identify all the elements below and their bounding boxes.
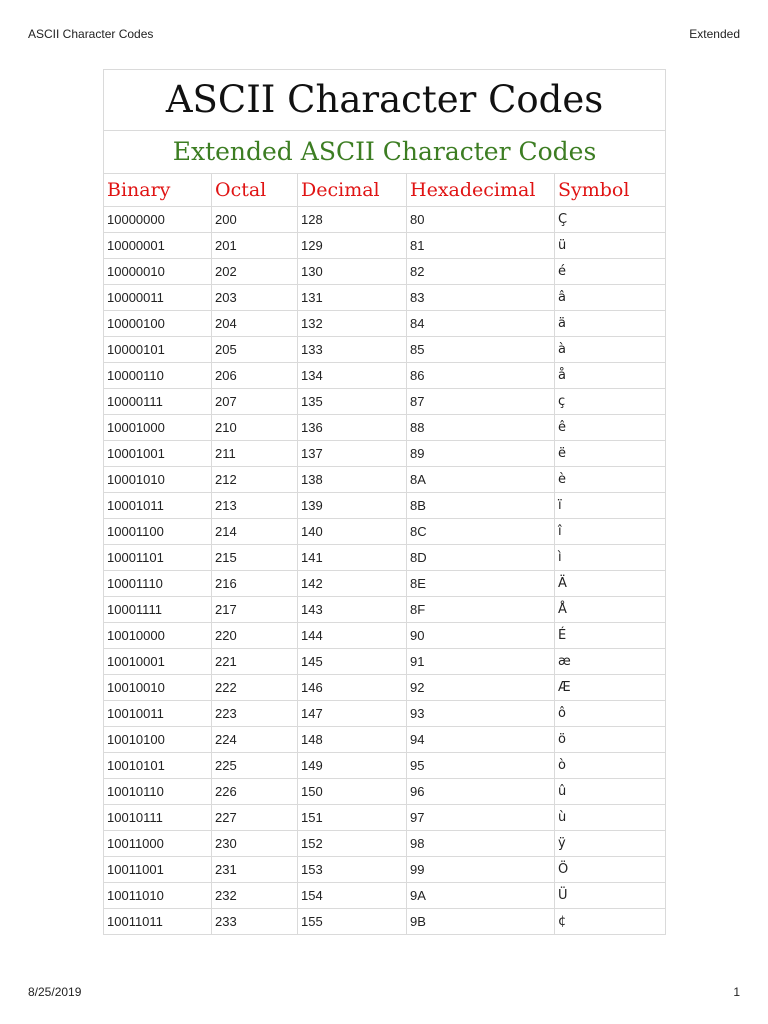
table-row [104, 727, 666, 753]
cell-binary: 10001010 [104, 467, 212, 493]
cell-decimal: 135 [298, 389, 407, 415]
cell-octal: 217 [212, 597, 298, 623]
cell-decimal: 151 [298, 805, 407, 831]
cell-hexadecimal: 91 [407, 649, 555, 675]
cell-binary: 10000101 [104, 337, 212, 363]
cell-binary: 10010111 [104, 805, 212, 831]
cell-decimal: 142 [298, 571, 407, 597]
cell-symbol: ê [555, 415, 666, 441]
table-row [104, 753, 666, 779]
cell-binary: 10001000 [104, 415, 212, 441]
cell-octal: 200 [212, 207, 298, 233]
cell-symbol: Å [555, 597, 666, 623]
table-row [104, 389, 666, 415]
column-header-row [104, 174, 666, 207]
cell-symbol: û [555, 779, 666, 805]
print-footer [28, 985, 740, 999]
table-row [104, 779, 666, 805]
table-row [104, 259, 666, 285]
table-row [104, 649, 666, 675]
cell-symbol: Ä [555, 571, 666, 597]
cell-symbol: æ [555, 649, 666, 675]
cell-hexadecimal: 94 [407, 727, 555, 753]
cell-octal: 227 [212, 805, 298, 831]
cell-decimal: 146 [298, 675, 407, 701]
table-row [104, 337, 666, 363]
cell-octal: 204 [212, 311, 298, 337]
cell-symbol: É [555, 623, 666, 649]
cell-octal: 213 [212, 493, 298, 519]
cell-hexadecimal: 83 [407, 285, 555, 311]
cell-octal: 221 [212, 649, 298, 675]
cell-symbol: Ü [555, 883, 666, 909]
sheet-title: ASCII Character Codes [104, 70, 666, 131]
cell-decimal: 137 [298, 441, 407, 467]
cell-hexadecimal: 98 [407, 831, 555, 857]
cell-binary: 10000001 [104, 233, 212, 259]
cell-hexadecimal: 9B [407, 909, 555, 935]
cell-hexadecimal: 84 [407, 311, 555, 337]
table-row [104, 311, 666, 337]
cell-hexadecimal: 8D [407, 545, 555, 571]
table-row [104, 363, 666, 389]
cell-octal: 225 [212, 753, 298, 779]
cell-decimal: 128 [298, 207, 407, 233]
cell-binary: 10010001 [104, 649, 212, 675]
cell-symbol: ë [555, 441, 666, 467]
table-row [104, 857, 666, 883]
table-row [104, 831, 666, 857]
cell-decimal: 154 [298, 883, 407, 909]
column-header-decimal: Decimal [298, 174, 407, 207]
ascii-table [103, 69, 666, 935]
cell-symbol: à [555, 337, 666, 363]
cell-octal: 203 [212, 285, 298, 311]
table-row [104, 701, 666, 727]
cell-octal: 223 [212, 701, 298, 727]
cell-symbol: â [555, 285, 666, 311]
cell-binary: 10011011 [104, 909, 212, 935]
cell-octal: 212 [212, 467, 298, 493]
cell-decimal: 131 [298, 285, 407, 311]
table-row [104, 909, 666, 935]
cell-hexadecimal: 81 [407, 233, 555, 259]
sheet-subtitle: Extended ASCII Character Codes [104, 131, 666, 174]
table-row [104, 285, 666, 311]
cell-octal: 233 [212, 909, 298, 935]
cell-binary: 10011000 [104, 831, 212, 857]
cell-hexadecimal: 8A [407, 467, 555, 493]
cell-symbol: è [555, 467, 666, 493]
cell-symbol: ä [555, 311, 666, 337]
page-number: 1 [733, 985, 740, 999]
column-header-hexadecimal: Hexadecimal [407, 174, 555, 207]
cell-octal: 222 [212, 675, 298, 701]
table-row [104, 623, 666, 649]
cell-decimal: 143 [298, 597, 407, 623]
cell-octal: 206 [212, 363, 298, 389]
cell-symbol: å [555, 363, 666, 389]
column-header-binary: Binary [104, 174, 212, 207]
cell-hexadecimal: 87 [407, 389, 555, 415]
cell-binary: 10000011 [104, 285, 212, 311]
table-row [104, 545, 666, 571]
cell-binary: 10010010 [104, 675, 212, 701]
cell-octal: 215 [212, 545, 298, 571]
cell-decimal: 152 [298, 831, 407, 857]
cell-symbol: ô [555, 701, 666, 727]
cell-binary: 10001110 [104, 571, 212, 597]
cell-octal: 231 [212, 857, 298, 883]
cell-decimal: 155 [298, 909, 407, 935]
column-header-octal: Octal [212, 174, 298, 207]
cell-hexadecimal: 8C [407, 519, 555, 545]
cell-symbol: é [555, 259, 666, 285]
cell-binary: 10000111 [104, 389, 212, 415]
title-row [104, 70, 666, 131]
table-row [104, 441, 666, 467]
table-row [104, 519, 666, 545]
cell-hexadecimal: 97 [407, 805, 555, 831]
cell-symbol: ì [555, 545, 666, 571]
table-row [104, 805, 666, 831]
print-date: 8/25/2019 [28, 985, 82, 999]
cell-symbol: ¢ [555, 909, 666, 935]
cell-binary: 10011010 [104, 883, 212, 909]
cell-symbol: ç [555, 389, 666, 415]
table-row [104, 883, 666, 909]
cell-hexadecimal: 9A [407, 883, 555, 909]
cell-hexadecimal: 86 [407, 363, 555, 389]
cell-binary: 10001111 [104, 597, 212, 623]
cell-hexadecimal: 99 [407, 857, 555, 883]
table-row [104, 415, 666, 441]
cell-octal: 220 [212, 623, 298, 649]
cell-binary: 10000010 [104, 259, 212, 285]
table-row [104, 467, 666, 493]
cell-hexadecimal: 90 [407, 623, 555, 649]
cell-binary: 10000100 [104, 311, 212, 337]
cell-octal: 224 [212, 727, 298, 753]
table-row [104, 233, 666, 259]
cell-decimal: 130 [298, 259, 407, 285]
cell-octal: 202 [212, 259, 298, 285]
cell-decimal: 134 [298, 363, 407, 389]
cell-binary: 10000000 [104, 207, 212, 233]
cell-hexadecimal: 8E [407, 571, 555, 597]
cell-hexadecimal: 85 [407, 337, 555, 363]
cell-octal: 230 [212, 831, 298, 857]
cell-decimal: 153 [298, 857, 407, 883]
column-header-symbol: Symbol [555, 174, 666, 207]
cell-decimal: 129 [298, 233, 407, 259]
cell-binary: 10001011 [104, 493, 212, 519]
cell-decimal: 138 [298, 467, 407, 493]
cell-octal: 214 [212, 519, 298, 545]
subtitle-row [104, 131, 666, 174]
cell-binary: 10010100 [104, 727, 212, 753]
cell-binary: 10001001 [104, 441, 212, 467]
cell-hexadecimal: 95 [407, 753, 555, 779]
cell-symbol: Ö [555, 857, 666, 883]
cell-binary: 10010000 [104, 623, 212, 649]
cell-binary: 10010101 [104, 753, 212, 779]
cell-symbol: ï [555, 493, 666, 519]
cell-hexadecimal: 92 [407, 675, 555, 701]
cell-octal: 211 [212, 441, 298, 467]
cell-binary: 10011001 [104, 857, 212, 883]
print-header-title: ASCII Character Codes [28, 27, 154, 41]
cell-symbol: Æ [555, 675, 666, 701]
table-row [104, 493, 666, 519]
cell-decimal: 147 [298, 701, 407, 727]
cell-decimal: 145 [298, 649, 407, 675]
cell-hexadecimal: 88 [407, 415, 555, 441]
cell-decimal: 140 [298, 519, 407, 545]
cell-hexadecimal: 89 [407, 441, 555, 467]
table-row [104, 571, 666, 597]
cell-binary: 10001101 [104, 545, 212, 571]
cell-octal: 210 [212, 415, 298, 441]
cell-symbol: ö [555, 727, 666, 753]
cell-octal: 205 [212, 337, 298, 363]
cell-octal: 232 [212, 883, 298, 909]
cell-symbol: ü [555, 233, 666, 259]
cell-binary: 10001100 [104, 519, 212, 545]
cell-binary: 10000110 [104, 363, 212, 389]
cell-decimal: 148 [298, 727, 407, 753]
cell-hexadecimal: 8F [407, 597, 555, 623]
cell-hexadecimal: 93 [407, 701, 555, 727]
cell-octal: 207 [212, 389, 298, 415]
print-header [28, 27, 740, 41]
cell-binary: 10010011 [104, 701, 212, 727]
cell-symbol: ÿ [555, 831, 666, 857]
cell-decimal: 149 [298, 753, 407, 779]
cell-binary: 10010110 [104, 779, 212, 805]
cell-hexadecimal: 82 [407, 259, 555, 285]
cell-octal: 201 [212, 233, 298, 259]
cell-hexadecimal: 80 [407, 207, 555, 233]
cell-octal: 226 [212, 779, 298, 805]
table-row [104, 207, 666, 233]
cell-decimal: 133 [298, 337, 407, 363]
cell-decimal: 144 [298, 623, 407, 649]
cell-symbol: Ç [555, 207, 666, 233]
cell-decimal: 139 [298, 493, 407, 519]
cell-decimal: 132 [298, 311, 407, 337]
cell-symbol: ò [555, 753, 666, 779]
print-header-sheet-name: Extended [689, 27, 740, 41]
cell-decimal: 136 [298, 415, 407, 441]
table-row [104, 675, 666, 701]
cell-octal: 216 [212, 571, 298, 597]
cell-hexadecimal: 96 [407, 779, 555, 805]
cell-decimal: 141 [298, 545, 407, 571]
cell-symbol: ù [555, 805, 666, 831]
cell-hexadecimal: 8B [407, 493, 555, 519]
cell-symbol: î [555, 519, 666, 545]
table-row [104, 597, 666, 623]
cell-decimal: 150 [298, 779, 407, 805]
